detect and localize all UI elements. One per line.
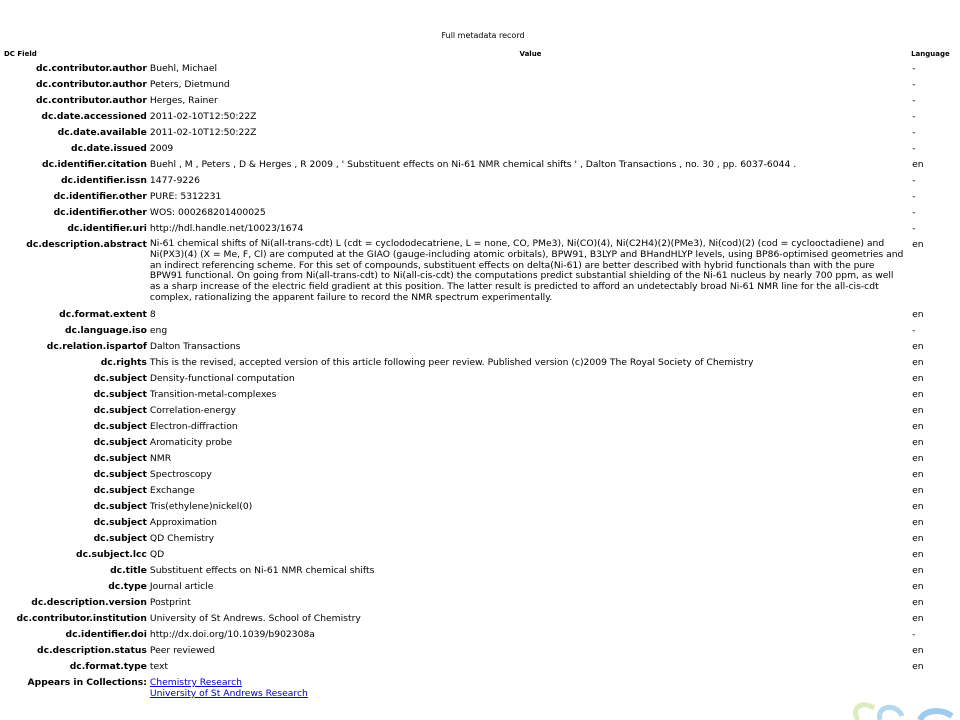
row-value: PURE: 5312231 [149, 191, 222, 202]
table-row [4, 467, 960, 483]
row-field: dc.contributor.author [35, 95, 147, 106]
row-value: 2011-02-10T12:50:22Z [149, 127, 257, 138]
row-field: dc.identifier.other [53, 191, 147, 202]
collections-row [4, 675, 960, 702]
table-row [4, 173, 960, 189]
row-field: dc.subject [93, 500, 147, 512]
table-row [4, 77, 960, 93]
university-logo-icon [840, 690, 960, 720]
row-field: dc.identifier.other [53, 207, 147, 218]
table-row [4, 579, 960, 595]
row-value: Ni-61 chemical shifts of Ni(all-trans-cdt) L (cdt = cyclododecatriene, L = none, CO, PMe3), Ni(CO)(4), Ni(C2H4)(2)(PMe3), Ni(cod)(2) (cod = cyclooctadiene) and Ni(PX3)(4) (X = Me, F, Cl) are computed at the GIAO (gauge-including atomic orbitals), BPW91, B3LYP and BHandHLYP levels, using BP86-optimised geometries and an indirect referencing scheme. For this set of compounds, substituent effects on delta(Ni-61) are better described with hybrid functionals than with the pure BPW91 functional. On going from Ni(all-trans-cdt) to Ni(all-cis-cdt) the computations predict substantial shielding of the Ni-61 nucleus by nearly 700 ppm, as well as a sharp increase of the electric field gradient at this position. The latter result is predicted to afford an undetectably broad Ni-61 NMR line for the all-cis-cdt complex, rationalizing the apparent failure to record the NMR spectrum experimentally. [149, 238, 904, 303]
row-language: en [912, 580, 924, 592]
row-field: dc.subject [93, 388, 147, 400]
collections-list [150, 675, 911, 702]
row-language: - [912, 191, 916, 202]
table-row [4, 515, 960, 531]
row-value: Tris(ethylene)nickel(0) [149, 500, 253, 512]
table-row [4, 403, 960, 419]
row-field: dc.relation.ispartof [46, 340, 147, 352]
row-language: en [912, 596, 924, 608]
row-language: - [912, 324, 916, 336]
row-language: - [912, 223, 916, 234]
row-field: dc.subject.lcc [76, 548, 147, 560]
row-language: en [912, 420, 924, 432]
row-language: en [912, 452, 924, 464]
table-row [4, 157, 960, 173]
table-row [4, 189, 960, 205]
row-value: Correlation-energy [149, 404, 236, 416]
row-value: Journal article [149, 580, 214, 592]
row-value: Spectroscopy [149, 468, 212, 480]
table-row [4, 371, 960, 387]
table-row [4, 547, 960, 563]
row-value: NMR [149, 452, 172, 464]
row-field: dc.description.status [37, 644, 147, 656]
row-field: dc.language.iso [64, 324, 147, 336]
collection-link-chemistry-research[interactable]: Chemistry Research [149, 676, 242, 688]
row-value: QD [149, 548, 165, 560]
row-value: Electron-diffraction [149, 420, 238, 432]
table-row [4, 323, 960, 339]
row-value: Herges, Rainer [149, 95, 218, 106]
table-row [4, 451, 960, 467]
row-language: - [912, 207, 916, 218]
row-value: eng [149, 324, 168, 336]
row-value: 8 [149, 308, 156, 320]
row-language: en [912, 468, 924, 480]
row-value: http://dx.doi.org/10.1039/b902308a [149, 628, 315, 640]
row-field: dc.subject [93, 404, 147, 416]
table-row [4, 659, 960, 675]
table-row [4, 93, 960, 109]
table-row [4, 205, 960, 221]
row-value: http://hdl.handle.net/10023/1674 [149, 223, 304, 234]
row-field: dc.identifier.doi [65, 628, 147, 640]
table-header-row [4, 47, 960, 61]
page-title: Full metadata record [441, 31, 525, 40]
row-value: Dalton Transactions [149, 340, 241, 352]
row-field: dc.date.available [57, 127, 147, 138]
row-language: en [912, 436, 924, 448]
table-row [4, 355, 960, 371]
metadata-rows [4, 61, 960, 675]
row-value: Buehl, Michael [149, 63, 218, 74]
table-row [4, 563, 960, 579]
table-row [4, 237, 960, 307]
row-field: dc.subject [93, 484, 147, 496]
table-row [4, 435, 960, 451]
row-value: Exchange [149, 484, 195, 496]
row-field: dc.subject [93, 468, 147, 480]
row-field: dc.subject [93, 420, 147, 432]
row-field: dc.format.extent [59, 308, 147, 320]
row-field: dc.date.accessioned [41, 111, 147, 122]
row-language: en [912, 340, 924, 352]
row-value: WOS: 000268201400025 [149, 207, 266, 218]
row-language: en [912, 612, 924, 624]
row-language: en [912, 532, 924, 544]
table-row [4, 307, 960, 323]
row-language: en [912, 516, 924, 528]
row-field: dc.contributor.author [35, 63, 147, 74]
row-language: en [912, 484, 924, 496]
table-row [4, 643, 960, 659]
row-value: text [149, 660, 169, 672]
row-field: dc.identifier.issn [60, 175, 147, 186]
row-value: Aromaticity probe [149, 436, 233, 448]
table-row [4, 483, 960, 499]
table-row [4, 109, 960, 125]
row-value: 2009 [149, 143, 174, 154]
row-value: Postprint [149, 596, 191, 608]
row-value: Density-functional computation [149, 372, 295, 384]
table-row [4, 339, 960, 355]
row-language: - [912, 63, 916, 74]
row-language: - [912, 127, 916, 138]
row-value: 1477-9226 [149, 175, 200, 186]
header-language: Language [911, 49, 950, 58]
row-value: 2011-02-10T12:50:22Z [149, 111, 257, 122]
row-language: - [912, 79, 916, 90]
row-field: dc.subject [93, 532, 147, 544]
row-language: en [912, 548, 924, 560]
row-field: dc.subject [93, 436, 147, 448]
row-field: dc.identifier.citation [42, 159, 147, 170]
row-field: dc.description.version [31, 596, 147, 608]
row-field: dc.format.type [69, 660, 147, 672]
row-value: Peer reviewed [149, 644, 215, 656]
header-dc-field: DC Field [4, 49, 37, 58]
row-field: dc.subject [93, 516, 147, 528]
row-language: - [912, 111, 916, 122]
row-field: dc.type [108, 580, 147, 592]
row-language: en [912, 159, 924, 170]
table-row [4, 627, 960, 643]
row-language: en [912, 372, 924, 384]
row-field: dc.subject [93, 372, 147, 384]
table-row [4, 531, 960, 547]
row-language: en [912, 388, 924, 400]
row-field: dc.description.abstract [26, 239, 147, 250]
row-language: - [912, 143, 916, 154]
header-value: Value [519, 49, 542, 58]
row-language: en [912, 644, 924, 656]
row-language: en [912, 564, 924, 576]
row-language: en [912, 356, 924, 368]
row-value: Substituent effects on Ni-61 NMR chemical shifts [149, 564, 375, 576]
row-value: Peters, Dietmund [149, 79, 230, 90]
collections-label: Appears in Collections: [27, 676, 147, 688]
table-row [4, 387, 960, 403]
row-language: en [912, 308, 924, 320]
table-row [4, 221, 960, 237]
row-language: - [912, 95, 916, 106]
row-value: Approximation [149, 516, 217, 528]
table-row [4, 419, 960, 435]
table-row [4, 499, 960, 515]
collection-link-st-andrews-research[interactable]: University of St Andrews Research [149, 687, 308, 699]
row-field: dc.subject [93, 452, 147, 464]
row-language: - [912, 175, 916, 186]
row-field: dc.rights [100, 356, 147, 368]
row-language: en [912, 404, 924, 416]
row-language: en [912, 660, 924, 672]
table-row [4, 141, 960, 157]
row-value: This is the revised, accepted version of this article following peer review. Published version (c)2009 The Royal Society of Chemistry [149, 356, 754, 368]
row-field: dc.title [110, 564, 147, 576]
row-value: Buehl , M , Peters , D & Herges , R 2009 , ' Substituent effects on Ni-61 NMR chemical shifts ' , Dalton Transactions , no. 30 , pp. 6037-6044 . [149, 159, 797, 170]
row-value: Transition-metal-complexes [149, 388, 277, 400]
row-language: en [912, 239, 924, 250]
row-language: - [912, 628, 916, 640]
table-row [4, 61, 960, 77]
row-value: University of St Andrews. School of Chemistry [149, 612, 361, 624]
metadata-table [4, 47, 960, 702]
row-language: en [912, 500, 924, 512]
table-row [4, 595, 960, 611]
row-field: dc.identifier.uri [67, 223, 147, 234]
row-field: dc.contributor.institution [16, 612, 147, 624]
table-row [4, 125, 960, 141]
row-field: dc.date.issued [71, 143, 147, 154]
row-value: QD Chemistry [149, 532, 215, 544]
row-field: dc.contributor.author [35, 79, 147, 90]
table-row [4, 611, 960, 627]
